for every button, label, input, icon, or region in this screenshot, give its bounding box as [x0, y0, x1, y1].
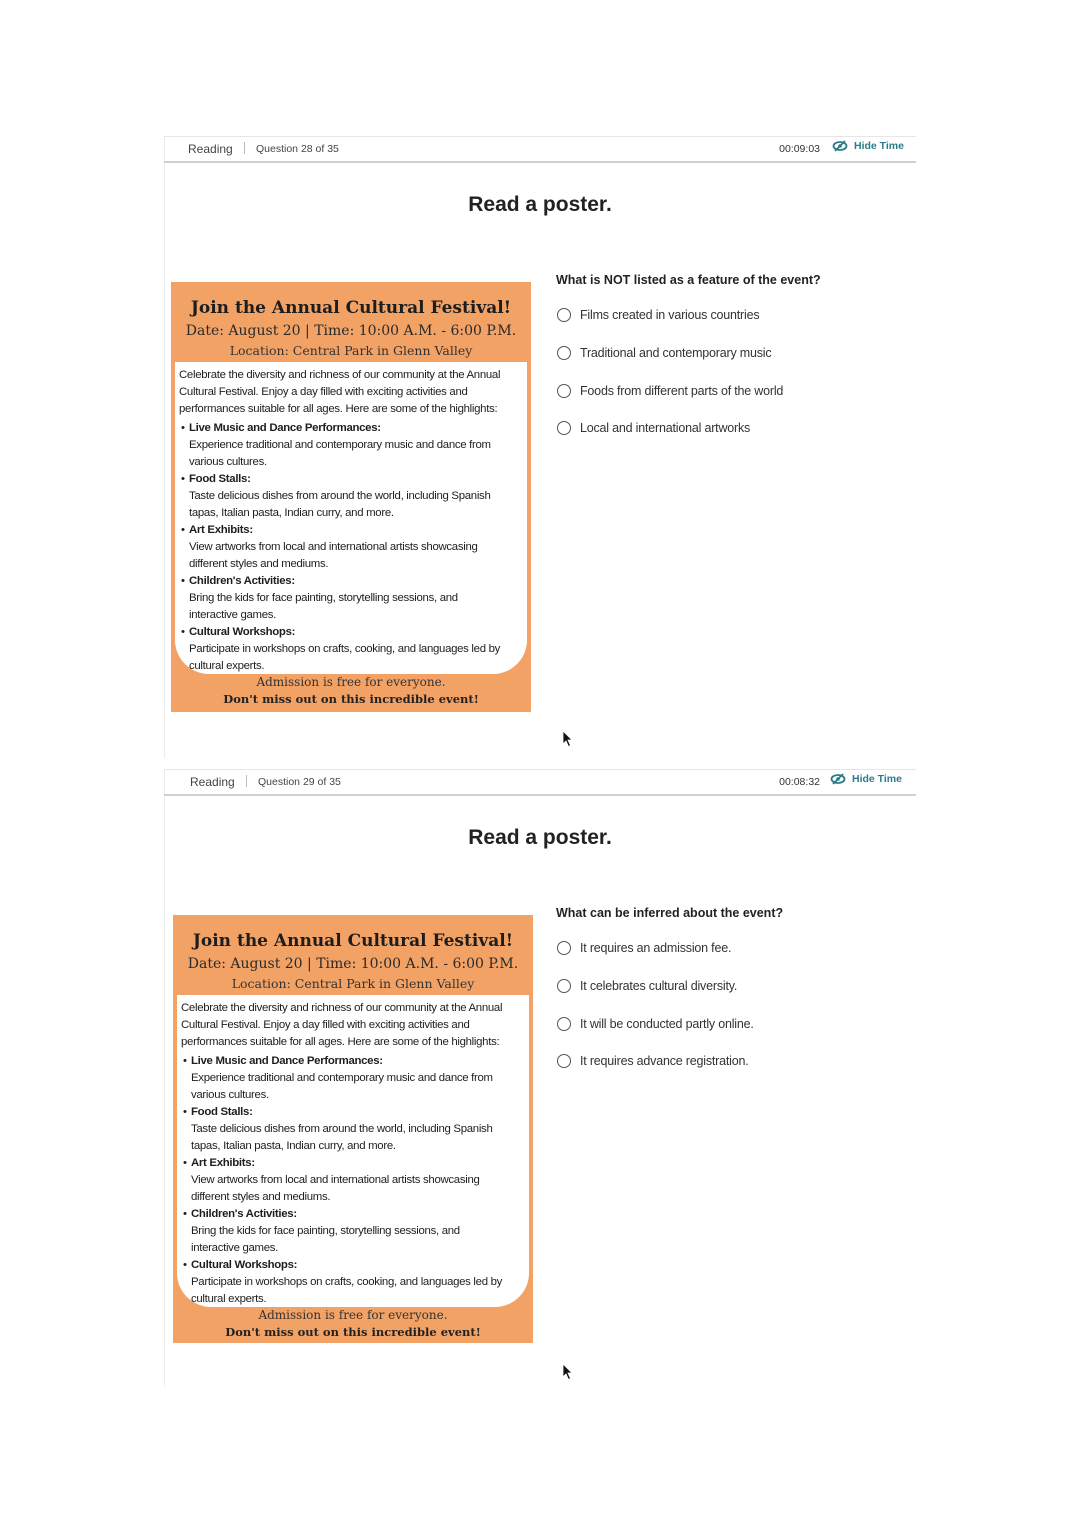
highlights-list [179, 420, 521, 675]
panel-divider [164, 136, 165, 758]
hide-time-label: Hide Time [852, 773, 902, 785]
radio-button[interactable] [557, 1054, 571, 1068]
hide-time-label: Hide Time [854, 140, 904, 152]
poster-header [171, 282, 531, 362]
highlight-item: • Live Music and Dance Performances: Experience traditional and contemporary music and dance from various cultures. [183, 1055, 493, 1101]
radio-button[interactable] [557, 308, 571, 322]
answer-option[interactable]: It requires an admission fee. [557, 941, 731, 955]
highlight-item: • Food Stalls: Taste delicious dishes from around the world, including Spanish tapas, Italian pasta, Indian curry, and more. [181, 473, 491, 519]
hide-time-button[interactable] [832, 140, 904, 152]
timer: 00:09:03 [779, 143, 820, 155]
answer-option[interactable]: Traditional and contemporary music [557, 346, 771, 360]
poster-body [175, 362, 527, 674]
radio-button[interactable] [557, 1017, 571, 1031]
answer-option[interactable]: Foods from different parts of the world [557, 384, 783, 398]
question-panel-28 [164, 136, 916, 758]
section-label: Reading [188, 142, 233, 156]
poster-title: Join the Annual Cultural Festival! [190, 298, 512, 318]
highlight-item: • Children's Activities: Bring the kids for face painting, storytelling sessions, and interactive games. [181, 575, 458, 621]
highlight-item: • Cultural Workshops: Participate in workshops on crafts, cooking, and languages led by cultural experts. [183, 1259, 503, 1305]
eye-slash-icon [832, 140, 848, 152]
poster-location: Location: Central Park in Glenn Valley [231, 976, 475, 991]
poster-intro: Celebrate the diversity and richness of our community at the Annual Cultural Festival. Enjoy a day filled with exciting activities and performances suitable for all ages. Here are some of the highlights: [179, 369, 501, 415]
top-bar [164, 769, 916, 796]
poster-footer [173, 1307, 533, 1341]
mouse-pointer-icon [562, 1363, 574, 1381]
section-label: Reading [190, 775, 235, 789]
question-number: Question 29 of 35 [258, 776, 341, 788]
question-number: Question 28 of 35 [256, 143, 339, 155]
separator [246, 775, 247, 787]
radio-button[interactable] [557, 384, 571, 398]
page-title: Read a poster. [468, 193, 612, 216]
answer-option[interactable]: Films created in various countries [557, 308, 759, 322]
highlight-item: • Cultural Workshops: Participate in workshops on crafts, cooking, and languages led by cultural experts. [181, 626, 501, 672]
answer-option[interactable]: It celebrates cultural diversity. [557, 979, 737, 993]
admission-text: Admission is free for everyone. [256, 675, 446, 689]
admission-text: Admission is free for everyone. [258, 1308, 448, 1322]
poster-header [173, 915, 533, 995]
highlight-item: • Art Exhibits: View artworks from local and international artists showcasing different styles and mediums. [181, 524, 478, 570]
mouse-pointer-icon [562, 730, 574, 748]
question-text: What can be inferred about the event? [556, 906, 784, 920]
highlight-item: • Art Exhibits: View artworks from local and international artists showcasing different styles and mediums. [183, 1157, 480, 1203]
timer: 00:08:32 [779, 776, 820, 788]
answer-option[interactable]: It will be conducted partly online. [557, 1017, 754, 1031]
question-text: What is NOT listed as a feature of the event? [556, 273, 821, 287]
highlight-item: • Live Music and Dance Performances: Experience traditional and contemporary music and dance from various cultures. [181, 422, 491, 468]
answer-option[interactable]: Local and international artworks [557, 421, 750, 435]
radio-button[interactable] [557, 421, 571, 435]
top-bar [164, 136, 916, 163]
closing-text: Don't miss out on this incredible event! [225, 1325, 481, 1339]
hide-time-button[interactable] [830, 773, 902, 785]
poster-intro: Celebrate the diversity and richness of our community at the Annual Cultural Festival. Enjoy a day filled with exciting activities and performances suitable for all ages. Here are some of the highlights: [181, 1002, 503, 1048]
closing-text: Don't miss out on this incredible event! [223, 692, 479, 706]
answer-option[interactable]: It requires advance registration. [557, 1054, 749, 1068]
poster-footer [171, 674, 531, 708]
separator [244, 142, 245, 154]
highlights-list [181, 1053, 523, 1308]
radio-button[interactable] [557, 941, 571, 955]
question-panel-29 [164, 769, 916, 1387]
poster [171, 282, 531, 712]
poster-body [177, 995, 529, 1307]
highlight-item: • Food Stalls: Taste delicious dishes from around the world, including Spanish tapas, Italian pasta, Indian curry, and more. [183, 1106, 493, 1152]
eye-slash-icon [830, 773, 846, 785]
poster-location: Location: Central Park in Glenn Valley [229, 343, 473, 358]
poster-title: Join the Annual Cultural Festival! [192, 931, 514, 951]
page-title: Read a poster. [468, 826, 612, 849]
panel-divider [164, 769, 165, 1387]
radio-button[interactable] [557, 979, 571, 993]
poster-date: Date: August 20 | Time: 10:00 A.M. - 6:00 P.M. [187, 956, 519, 972]
poster [173, 915, 533, 1343]
poster-date: Date: August 20 | Time: 10:00 A.M. - 6:00 P.M. [185, 323, 517, 339]
highlight-item: • Children's Activities: Bring the kids for face painting, storytelling sessions, and interactive games. [183, 1208, 460, 1254]
radio-button[interactable] [557, 346, 571, 360]
